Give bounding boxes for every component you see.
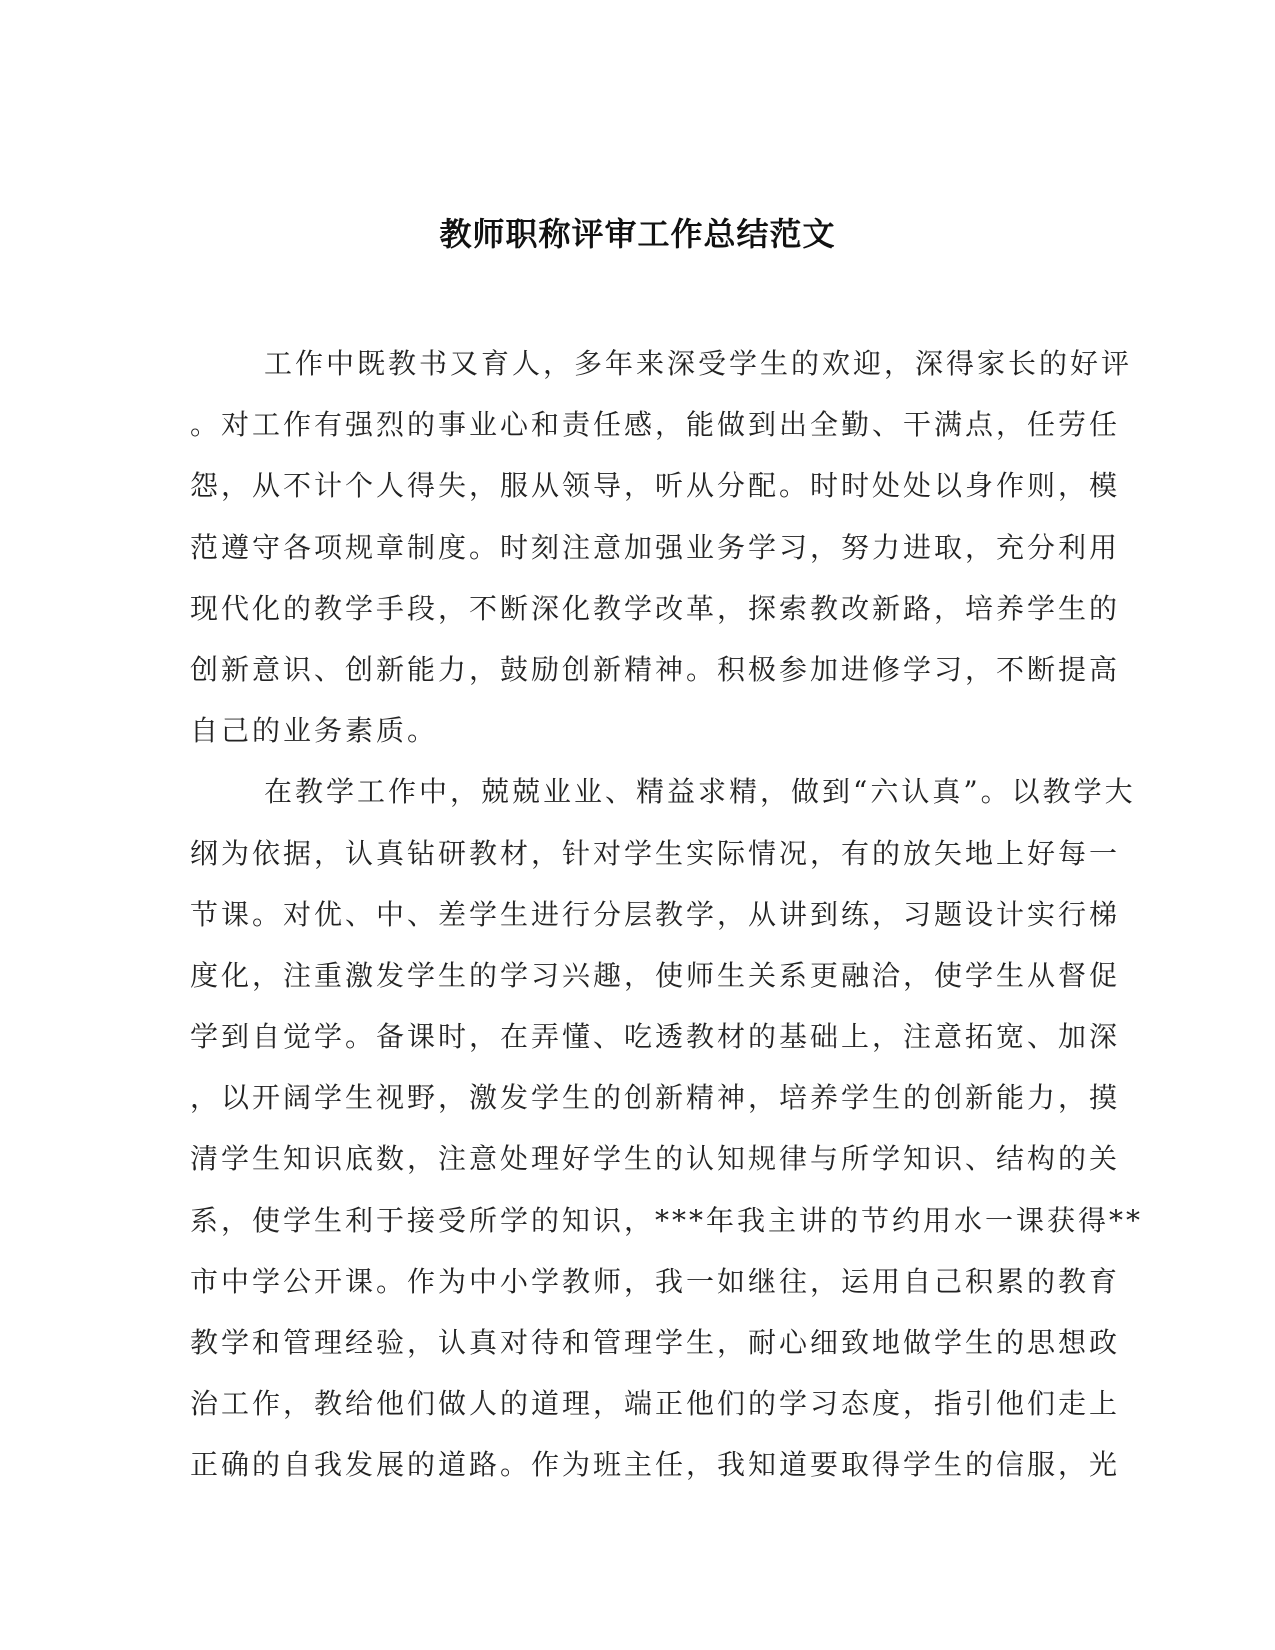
paragraph-2-line-6: ，以开阔学生视野，激发学生的创新精神，培养学生的创新能力，摸 [190,1081,1121,1115]
paragraph-2-line-5: 学到自觉学。备课时，在弄懂、吃透教材的基础上，注意拓宽、加深 [190,1020,1121,1054]
paragraph-2-line-8: 系，使学生利于接受所学的知识，***年我主讲的节约用水一课获得** [190,1203,1144,1237]
paragraph-2-line-12: 正确的自我发展的道路。作为班主任，我知道要取得学生的信服，光 [190,1448,1121,1482]
paragraph-2-line-9: 市中学公开课。作为中小学教师，我一如继往，运用自己积累的教育 [190,1264,1121,1298]
paragraph-1-line-7: 自己的业务素质。 [190,714,439,748]
paragraph-1-line-3: 怨，从不计个人得失，服从领导，听从分配。时时处处以身作则，模 [190,469,1121,503]
paragraph-1-line-5: 现代化的教学手段，不断深化教学改革，探索教改新路，培养学生的 [190,591,1121,625]
paragraph-2-line-2: 纲为依据，认真钻研教材，针对学生实际情况，有的放矢地上好每一 [190,836,1121,870]
paragraph-2-line-7: 清学生知识底数，注意处理好学生的认知规律与所学知识、结构的关 [190,1142,1121,1176]
document-body [190,333,1144,1496]
paragraph-1-line-2: 。对工作有强烈的事业心和责任感，能做到出全勤、干满点，任劳任 [190,408,1121,442]
document-title: 教师职称评审工作总结范文 [439,215,836,253]
paragraph-2-line-1: 在教学工作中，兢兢业业、精益求精，做到“六认真”。以教学大 [264,775,1136,809]
paragraph-1-line-1: 工作中既教书又育人，多年来深受学生的欢迎，深得家长的好评 [264,347,1133,380]
paragraph-1-line-6: 创新意识、创新能力，鼓励创新精神。积极参加进修学习，不断提高 [190,652,1121,686]
paragraph-1-line-4: 范遵守各项规章制度。时刻注意加强业务学习，努力进取，充分利用 [190,530,1121,564]
paragraph-2-line-10: 教学和管理经验，认真对待和管理学生，耐心细致地做学生的思想政 [190,1326,1121,1359]
paragraph-2-line-11: 治工作，教给他们做人的道理，端正他们的学习态度，指引他们走上 [190,1387,1121,1421]
paragraph-2-line-3: 节课。对优、中、差学生进行分层教学，从讲到练，习题设计实行梯 [190,897,1121,931]
paragraph-2-line-4: 度化，注重激发学生的学习兴趣，使师生关系更融洽，使学生从督促 [190,958,1121,992]
